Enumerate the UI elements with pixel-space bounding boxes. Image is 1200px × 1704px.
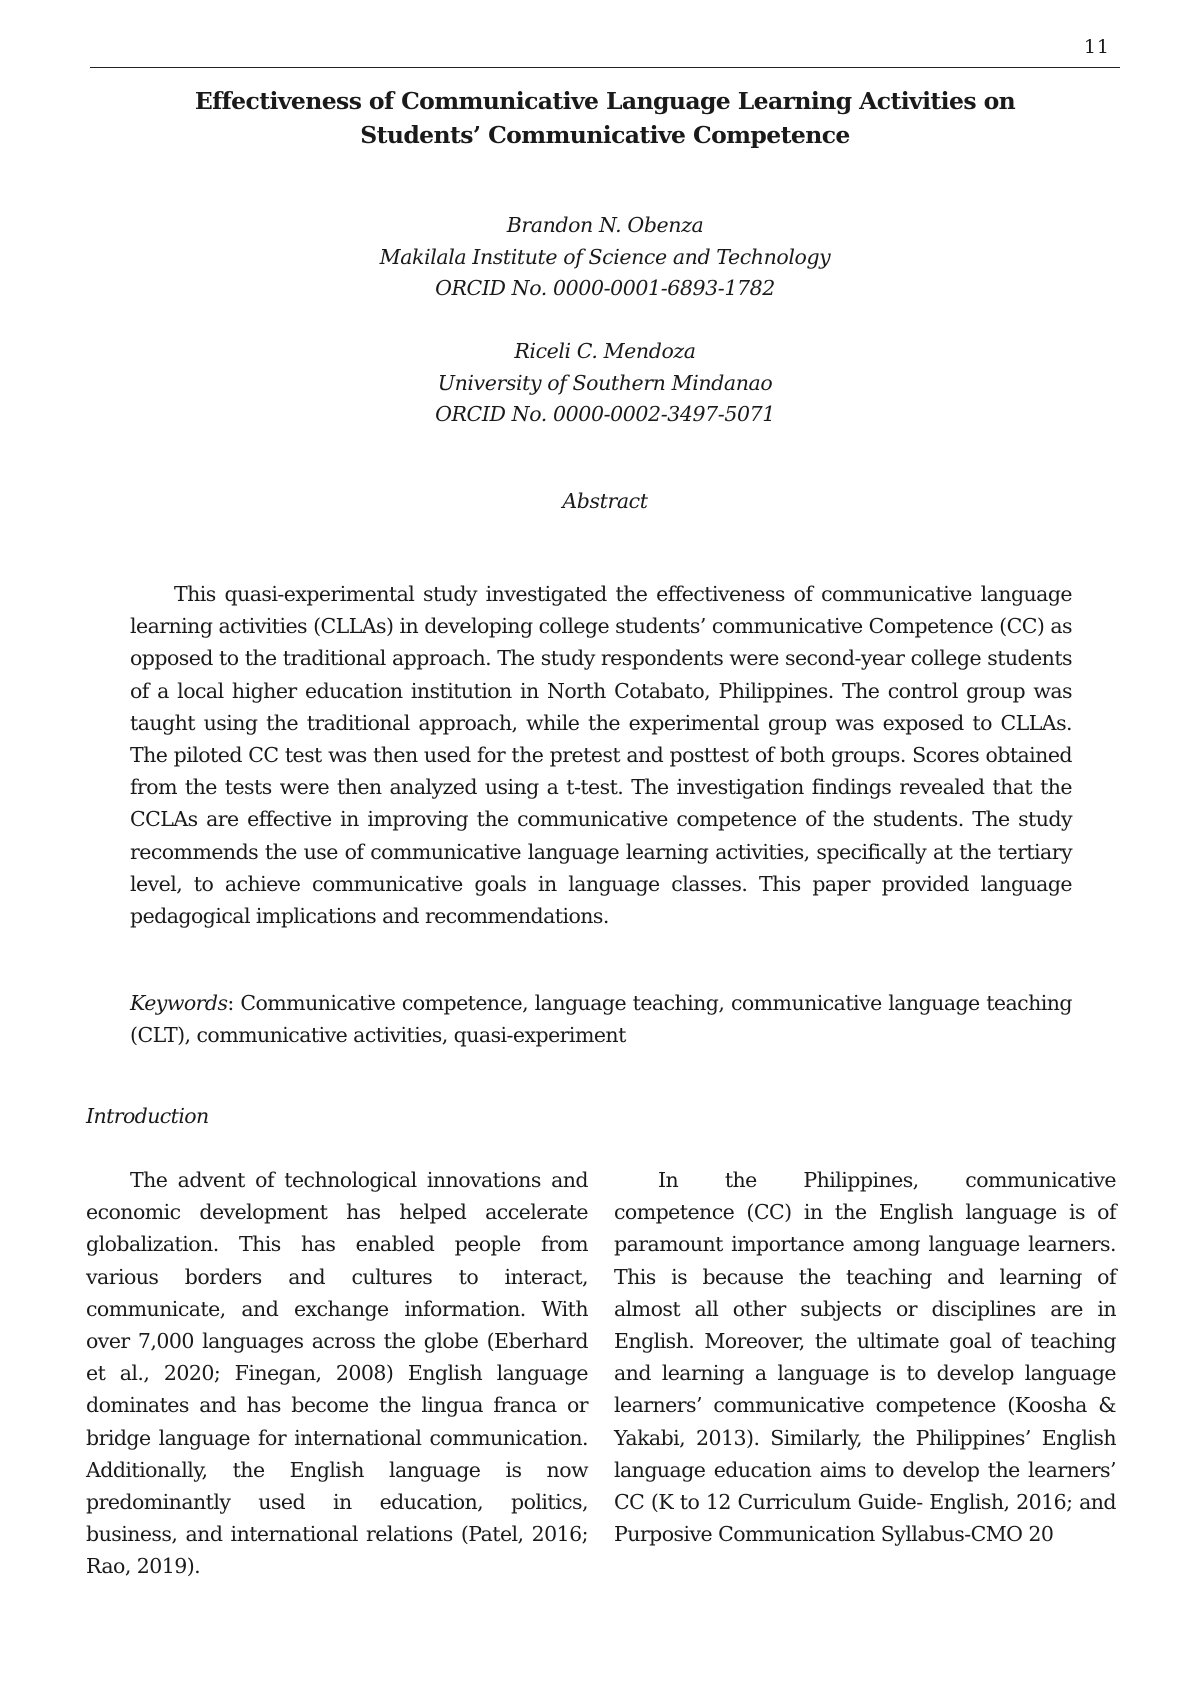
header-rule — [90, 67, 1120, 68]
page-number: 11 — [1083, 36, 1110, 58]
abstract-body: This quasi-experimental study investigated the effectiveness of communicative language learning activities (CLLAs) in developing college students’ communicative Competence (CC) as opposed to the traditional approach. The study respondents were second-year college students of a local higher education institution in North Cotabato, Philippines. The control group was taught using the traditional approach, while the experimental group was exposed to CLLAs. The piloted CC test was then used for the pretest and posttest of both groups. Scores obtained from the tests were then analyzed using a t-test. The investigation findings revealed that the CCLAs are effective in improving the communicative competence of the students. The study recommends the use of communicative language learning activities, specifically at the tertiary level, to achieve communicative goals in language classes. This paper provided language pedagogical implications and recommendations. — [130, 582, 1072, 929]
title-line-2: Students’ Communicative Competence — [360, 121, 850, 149]
author-orcid: ORCID No. 0000-0001-6893-1782 — [435, 276, 775, 300]
author-orcid: ORCID No. 0000-0002-3497-5071 — [435, 402, 775, 426]
keywords-paragraph — [130, 987, 1072, 1051]
author-name: Brandon N. Obenza — [506, 213, 704, 237]
author-affiliation: Makilala Institute of Science and Technology — [379, 244, 831, 269]
author-block-1 — [90, 210, 1120, 305]
abstract-heading: Abstract — [562, 489, 648, 513]
author-block-2 — [90, 336, 1120, 431]
author-name: Riceli C. Mendoza — [514, 339, 696, 363]
intro-left-column: The advent of technological innovations and economic development has helped accelerate globalization. This has enabled people from various borders and cultures to interact, communicate, and exchange information. With over 7,000 languages across the globe (Eberhard et al., 2020; Finegan, 2008) English language dominates and has become the lingua franca or bridge language for international communication. Additionally, the English language is now predominantly used in education, politics, business, and international relations (Patel, 2016; Rao, 2019). — [86, 1168, 588, 1579]
author-affiliation: University of Southern Mindanao — [437, 370, 773, 395]
intro-right-column: In the Philippines, communicative competence (CC) in the English language is of paramount importance among language learners. This is because the teaching and learning of almost all other subjects or disciplines are in English. Moreover, the ultimate goal of teaching and learning a language is to develop language learners’ communicative competence (Koosha & Yakabi, 2013). Similarly, the Philippines’ English language education aims to develop the learners’ CC (K to 12 Curriculum Guide- English, 2016; and Purposive Communication Syllabus-CMO 20 — [614, 1168, 1116, 1547]
keywords-text: : Communicative competence, language teaching, communicative language teaching (CLT), communicative activities, quasi-experiment — [130, 991, 1072, 1047]
introduction-heading: Introduction — [86, 1104, 209, 1128]
keywords-label: Keywords — [130, 991, 228, 1015]
paper-title — [90, 84, 1120, 152]
title-line-1: Effectiveness of Communicative Language Learning Activities on — [194, 87, 1016, 115]
